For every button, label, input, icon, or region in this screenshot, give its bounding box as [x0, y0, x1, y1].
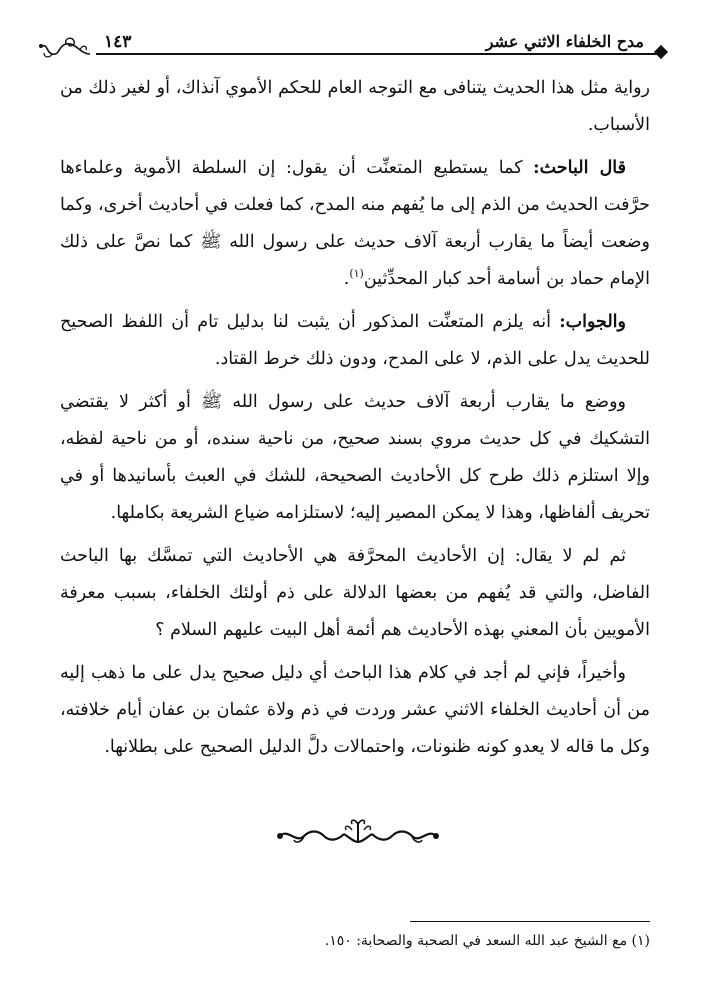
ornament-icon: [274, 812, 442, 852]
paragraph: [60, 304, 650, 378]
footnote-ref: (١): [349, 267, 364, 281]
paragraph-text: وأخيراً، فإني لم أجد في كلام هذا الباحث أي دليل صحيح يدل على ما ذهب إليه من أن أحاديث الخلفاء الاثني عشر وردت في ذم ولاة عثمان بن عفان أيام خلافته، وكل ما قاله لا يعدو كونه ظنونات، واحتمالات دلَّ الدليل الصحيح على بطلانها.: [60, 663, 650, 757]
header-title: مدح الخلفاء الاثني عشر: [482, 32, 648, 51]
paragraph: [60, 70, 650, 144]
paragraph-text: كما يستطيع المتعنِّت أن يقول: إن السلطة الأموية وعلماءها حرَّفت الحديث من الذم إلى ما يُفهم منه المدح، كما فعلت في أحاديث أخرى، وكما وضعت أيضاً ما يقارب أربعة آلاف حديث على رسول الله ﷺ كما نصَّ على ذلك الإمام حماد بن أسامة أحد كبار المحدِّثين: [60, 158, 650, 289]
paragraph-text: ووضع ما يقارب أربعة آلاف حديث على رسول الله ﷺ أو أكثر لا يقتضي التشكيك في كل حديث مروي بسند صحيح، من ناحية سنده، أو من ناحية لفظه، وإلا استلزم ذلك طرح كل الأحاديث الصحيحة، للشك في العبث بأسانيدها أو في تحريف ألفاظها، وهذا لا يمكن المصير إليه؛ لاستلزامه ضياع الشريعة بكاملها.: [60, 392, 650, 523]
paragraph: [60, 150, 650, 298]
paragraph-tail: .: [343, 269, 350, 289]
paragraph-text: رواية مثل هذا الحديث يتنافى مع التوجه العام للحكم الأموي آنذاك، أو لغير ذلك من الأسباب.: [60, 78, 650, 135]
header-rule: [96, 53, 658, 55]
paragraph-text: أنه يلزم المتعنِّت المذكور أن يثبت لنا بدليل تام أن اللفظ الصحيح للحديث يدل على الذم، لا على المدح، ودون ذلك خرط القتاد.: [60, 312, 650, 369]
paragraph-lead: قال الباحث:: [533, 158, 626, 178]
footnote-rule: [410, 921, 650, 922]
paragraph: [60, 538, 650, 649]
paragraph: [60, 384, 650, 532]
flourish-icon: [36, 34, 92, 60]
running-header: [36, 30, 666, 62]
paragraph: [60, 655, 650, 766]
footnote: (١) مع الشيخ عبد الله السعد في الصحبة والصحابة: ١٥٠.: [324, 933, 650, 949]
page-number: ١٤٣: [100, 32, 135, 52]
main-text: [60, 70, 650, 772]
diamond-icon: [654, 45, 668, 59]
paragraph-text: ثم لم لا يقال: إن الأحاديث المحرَّفة هي الأحاديث التي تمسَّك بها الباحث الفاضل، والتي قد يُفهم من بعضها الدلالة على ذم أولئك الخلفاء، بسبب معرفة الأمويين بأن المعني بهذه الأحاديث هم أئمة أهل البيت عليهم السلام ؟: [60, 546, 650, 640]
paragraph-lead: والجواب:: [559, 312, 626, 332]
